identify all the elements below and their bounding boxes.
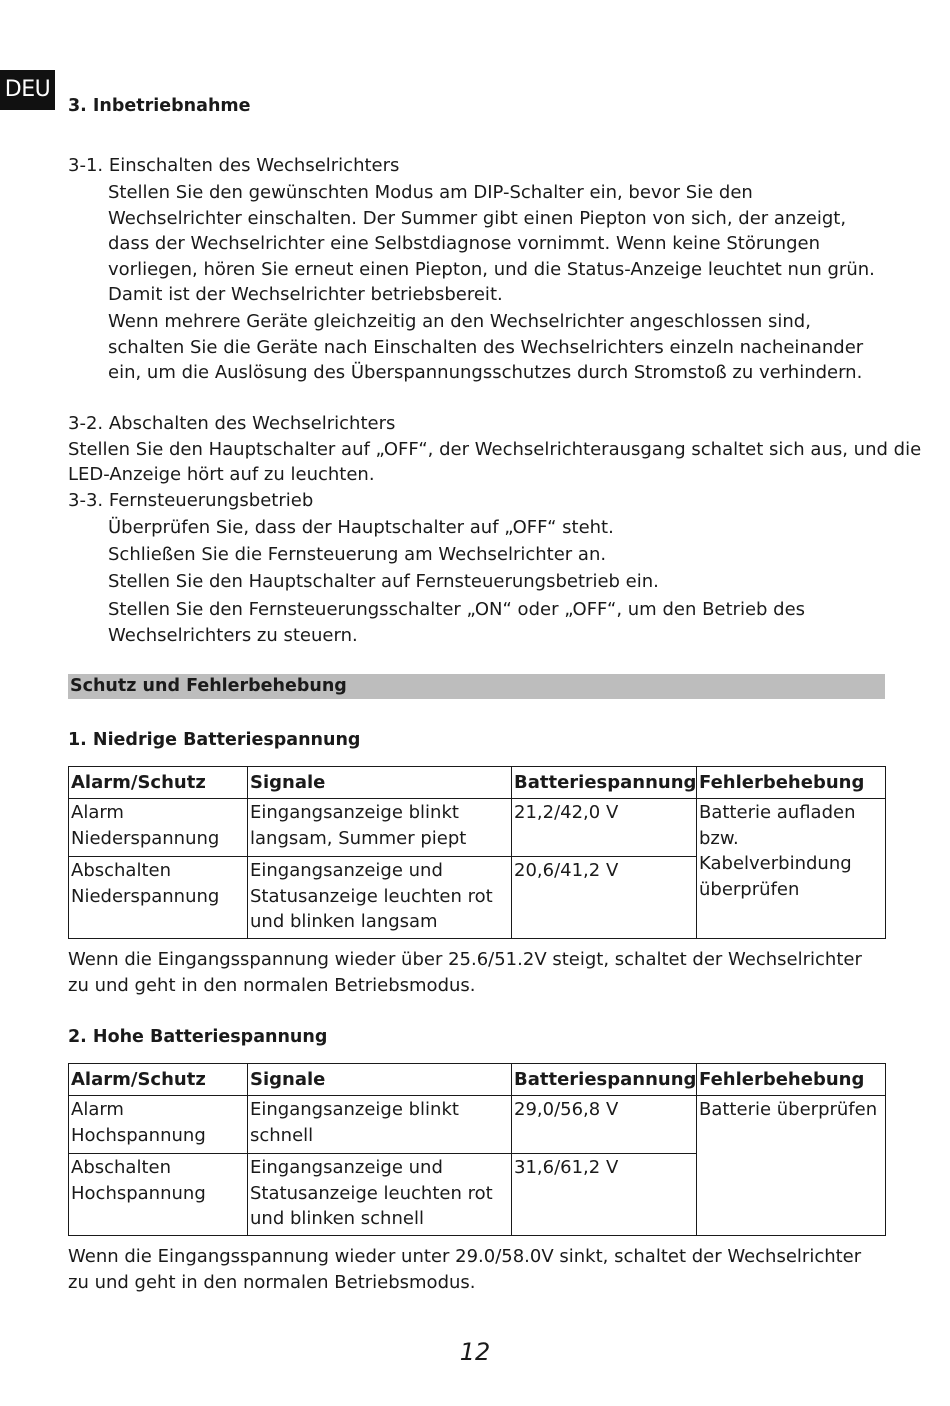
table-header-cell: Signale (248, 767, 512, 799)
table-cell: 29,0/56,8 V (512, 1096, 697, 1154)
table-header-cell: Batteriespannung (512, 1064, 697, 1096)
table-cell: 21,2/42,0 V (512, 799, 697, 857)
step-3-3-1: Überprüfen Sie, dass der Hauptschalter auf „OFF“ steht. (108, 517, 614, 538)
table-header-cell: Signale (248, 1064, 512, 1096)
table-cell: Abschalten Hochspannung (69, 1154, 248, 1236)
paragraph-3-2-line2: LED-Anzeige hört auf zu leuchten. (68, 464, 375, 485)
paragraph-3-1-a: Stellen Sie den gewünschten Modus am DIP-Schalter ein, bevor Sie den Wechselrichter einschalten. Der Summer gibt einen Piepton von sich, der anzeigt, dass der Wechselrichter eine Selbstdiagnose vornimmt. Wenn keine Störungen vorliegen, hören Sie erneut einen Piepton, und die Status-Anzeige leuchtet nun grün. Damit ist der Wechselrichter betriebsbereit. (108, 182, 875, 305)
remedy-line-1: Batterie aufladen bzw. (699, 802, 856, 849)
high-voltage-title: 2. Hohe Batteriespannung (68, 1027, 328, 1047)
table-cell: Eingangsanzeige und Statusanzeige leuchten rot und blinken schnell (248, 1154, 512, 1236)
subsection-title-3-3: 3-3. Fernsteuerungsbetrieb (68, 490, 314, 511)
language-tab: DEU (0, 70, 55, 110)
page-number: 12 (459, 1338, 491, 1366)
high-voltage-note: Wenn die Eingangsspannung wieder unter 29.0/58.0V sinkt, schaltet der Wechselrichter zu und geht in den normalen Betriebsmodus. (68, 1246, 862, 1293)
table-cell: Alarm Hochspannung (69, 1096, 248, 1154)
high-voltage-table (68, 1063, 886, 1236)
step-3-3-4: Stellen Sie den Fernsteuerungsschalter „ON“ oder „OFF“, um den Betrieb des Wechselrichters zu steuern. (108, 599, 806, 646)
table-header-cell: Alarm/Schutz (69, 767, 248, 799)
table-row (69, 799, 886, 857)
step-3-3-3: Stellen Sie den Hauptschalter auf Fernsteuerungsbetrieb ein. (108, 571, 659, 592)
paragraph-3-1-b: Wenn mehrere Geräte gleichzeitig an den Wechselrichter angeschlossen sind, schalten Sie die Geräte nach Einschalten des Wechselrichters einzeln nacheinander ein, um die Auslösung des Überspannungsschutzes durch Stromstoß zu verhindern. (108, 311, 864, 383)
table-cell: Eingangsanzeige blinkt langsam, Summer piept (248, 799, 512, 857)
section-bar (68, 674, 885, 699)
table-header-row (69, 1064, 886, 1096)
subsection-title-3-2: 3-2. Abschalten des Wechselrichters (68, 413, 396, 434)
table-cell: Eingangsanzeige blinkt schnell (248, 1096, 512, 1154)
table-row (69, 1096, 886, 1154)
section-bar-label: Schutz und Fehlerbehebung (70, 676, 347, 696)
section-title: 3. Inbetriebnahme (68, 96, 251, 116)
table-cell: Alarm Niederspannung (69, 799, 248, 857)
paragraph-3-2-line1: Stellen Sie den Hauptschalter auf „OFF“, der Wechselrichterausgang schaltet sich aus, und die (68, 439, 922, 460)
table-cell: Eingangsanzeige und Statusanzeige leuchten rot und blinken langsam (248, 857, 512, 939)
step-3-3-2: Schließen Sie die Fernsteuerung am Wechselrichter an. (108, 544, 607, 565)
subsection-title-3-1: 3-1. Einschalten des Wechselrichters (68, 155, 400, 176)
table-header-row (69, 767, 886, 799)
table-header-cell: Fehlerbehebung (697, 767, 886, 799)
table-header-cell: Fehlerbehebung (697, 1064, 886, 1096)
table-cell-remedy: Batterie überprüfen (697, 1096, 886, 1236)
table-cell: 31,6/61,2 V (512, 1154, 697, 1236)
low-voltage-note: Wenn die Eingangsspannung wieder über 25.6/51.2V steigt, schaltet der Wechselrichter zu und geht in den normalen Betriebsmodus. (68, 949, 862, 996)
remedy-line-2: Kabelverbindung überprüfen (699, 853, 852, 900)
low-voltage-table (68, 766, 886, 939)
low-voltage-title: 1. Niedrige Batteriespannung (68, 730, 361, 750)
table-cell: Abschalten Niederspannung (69, 857, 248, 939)
table-header-cell: Alarm/Schutz (69, 1064, 248, 1096)
table-cell-remedy (697, 799, 886, 939)
table-header-cell: Batteriespannung (512, 767, 697, 799)
table-cell: 20,6/41,2 V (512, 857, 697, 939)
